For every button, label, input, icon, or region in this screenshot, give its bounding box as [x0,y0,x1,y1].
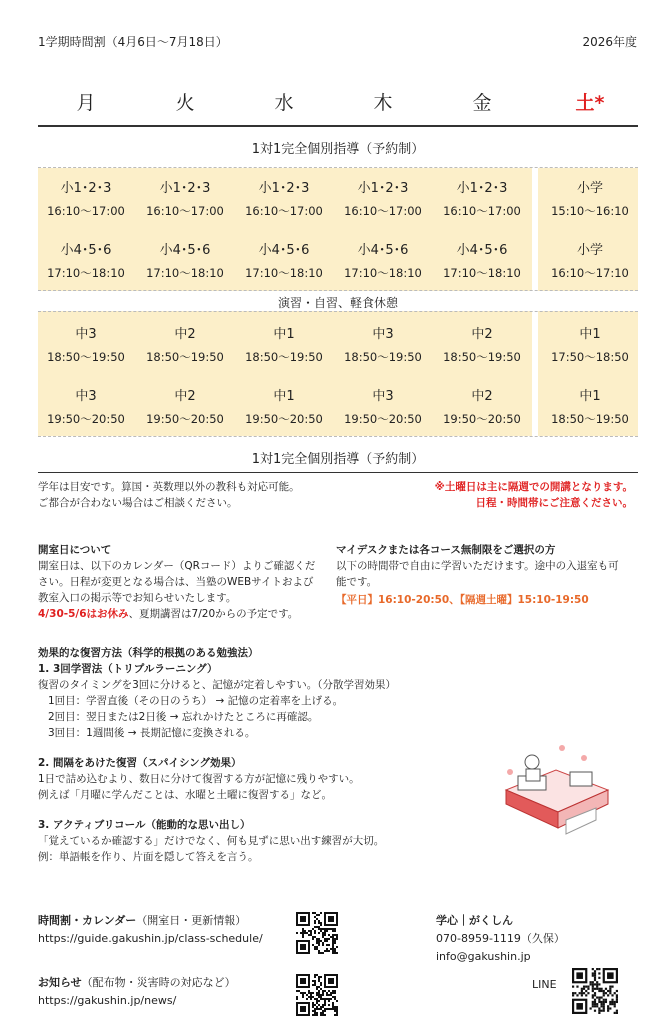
timetable-cell [38,326,134,365]
timetable-cell [137,388,233,427]
calendar-qr-code[interactable] [296,912,338,954]
mydesk-line2: 能です。 [336,576,378,588]
mydesk-line1: 以下の時間帯で自由に学習いただけます。途中の入退室も可 [336,560,619,572]
timetable-cell [236,180,332,219]
cell-time: 18:50〜19:50 [245,350,323,364]
study-s3-line2: 例：単語帳を作り、片面を隠して答えを言う。 [38,851,259,863]
cell-time: 19:50〜20:50 [443,412,521,426]
cell-grade: 小1･2･3 [60,181,112,196]
note-saturday [435,479,633,511]
day-header-row [38,88,638,116]
cell-time: 16:10〜17:00 [245,204,323,218]
timetable-cell [38,180,134,219]
dashed-line-top [38,167,638,168]
cell-time: 18:50〜19:50 [47,350,125,364]
timetable-cell [236,326,332,365]
section-top-title: 1対1完全個別指導（予約制） [251,142,425,157]
open-days-line3: 教室入口の掲示等でお知らせいたします。 [38,592,237,604]
calendar-block [38,912,263,948]
day-fri: 金 [472,92,492,114]
cell-time: 17:10〜18:10 [245,266,323,280]
day-tue: 火 [175,92,195,114]
cell-time: 19:50〜20:50 [47,412,125,426]
calendar-sub: （開室日・更新情報） [136,914,247,927]
section-bottom-rule [38,472,638,473]
cell-grade: 小1･2･3 [456,181,508,196]
study-s1-line4: 3回目：1週間後 → 長期記憶に変換される。 [48,727,256,739]
cell-time: 16:10〜17:00 [47,204,125,218]
timetable-cell [434,388,530,427]
summer-notice: 、夏期講習は7/20からの予定です。 [128,608,299,620]
cell-time: 15:10〜16:10 [551,204,629,218]
study-s2-line2: 例えば「月曜に学んだことは、水曜と土曜に復習する」など。 [38,789,332,801]
cell-time: 17:10〜18:10 [344,266,422,280]
study-title: 効果的な復習方法（科学的根拠のある勉強法） [38,647,259,659]
cell-grade: 中3 [75,389,97,404]
cell-grade: 中2 [471,327,493,342]
note-left [38,479,300,511]
timetable-cell [542,242,638,281]
cell-grade: 中2 [471,389,493,404]
timetable-cell [335,388,431,427]
cell-time: 18:50〜19:50 [551,412,629,426]
timetable-cell [236,388,332,427]
timetable-cell [137,326,233,365]
mydesk-block [336,542,636,608]
open-days-title: 開室日について [38,544,112,556]
cell-time: 17:10〜18:10 [47,266,125,280]
cell-grade: 中1 [579,389,601,404]
section-bottom-title: 1対1完全個別指導（予約制） [251,452,425,467]
cell-time: 16:10〜17:00 [146,204,224,218]
cell-grade: 小4･5･6 [60,243,112,258]
cell-time: 18:50〜19:50 [344,350,422,364]
org-name: 学心｜がくしん [436,914,513,927]
note-left-line1: 学年は目安です。算国・英数理以外の教科も対応可能。 [38,481,300,493]
cell-time: 17:10〜18:10 [146,266,224,280]
cell-time: 18:50〜19:50 [443,350,521,364]
line-label: LINE [532,978,557,991]
day-mon: 月 [76,92,96,114]
cell-grade: 小1･2･3 [357,181,409,196]
timetable-cell [38,388,134,427]
contact-block [436,912,565,966]
cell-grade: 小学 [576,243,603,258]
timetable-cell [38,242,134,281]
header-rule [38,125,638,127]
timetable-cell [335,180,431,219]
mydesk-title: マイデスクまたは各コース無制限をご選択の方 [336,544,556,556]
open-days-line1: 開室日は、以下のカレンダー（QRコード）よりご確認くだ [38,560,316,572]
phone-number[interactable]: 070-8959-1119（久保） [436,932,565,945]
open-days-block [38,542,330,622]
timetable-cell [542,326,638,365]
timetable-cell [335,326,431,365]
cell-grade: 中2 [174,389,196,404]
day-thu: 木 [373,92,393,114]
study-s1-title: 1. 3回学習法（トリプルラーニング） [38,663,218,675]
timetable-cell [542,388,638,427]
study-s2-title: 2. 間隔をあけた復習（スパイシング効果） [38,757,242,769]
break-label: 演習・自習、軽食休憩 [277,296,398,310]
cell-grade: 小4･5･6 [258,243,310,258]
timetable-cell [335,242,431,281]
cell-grade: 中3 [372,389,394,404]
cell-time: 19:50〜20:50 [146,412,224,426]
cell-time: 16:10〜17:10 [551,266,629,280]
cell-time: 18:50〜19:50 [146,350,224,364]
cell-grade: 中1 [579,327,601,342]
cell-grade: 小1･2･3 [159,181,211,196]
timetable-cell [137,242,233,281]
calendar-title: 時間割・カレンダー [38,914,137,927]
cell-grade: 小学 [576,181,603,196]
timetable-cell [236,242,332,281]
study-s1-line3: 2回目：翌日または2日後 → 忘れかけたところに再確認。 [48,711,319,723]
email-link[interactable]: info@gakushin.jp [436,950,531,963]
calendar-url-link[interactable]: https://guide.gakushin.jp/class-schedule/ [38,932,263,945]
news-url-link[interactable]: https://gakushin.jp/news/ [38,994,177,1007]
cell-time: 19:50〜20:50 [245,412,323,426]
news-sub: （配布物・災害時の対応など） [81,976,236,989]
cell-grade: 小4･5･6 [159,243,211,258]
timetable-cell [542,180,638,219]
study-s3-title: 3. アクティブリコール（能動的な思い出し） [38,819,251,831]
cell-grade: 中1 [273,389,295,404]
news-qr-code[interactable] [296,974,338,1016]
cell-grade: 中2 [174,327,196,342]
note-saturday-line1: ※土曜日は主に隔週での開講となります。 [434,481,633,493]
year-label: 2026年度 [582,35,637,49]
cell-grade: 小1･2･3 [258,181,310,196]
timetable-cell [137,180,233,219]
dashed-line-bottom [38,436,638,437]
cell-time: 17:10〜18:10 [443,266,521,280]
day-wed: 水 [274,92,294,114]
study-s3-line1: 「覚えているか確認する」だけでなく、何も見ずに思い出す練習が大切。 [38,835,385,847]
cell-time: 16:10〜17:00 [344,204,422,218]
timetable-cell [434,326,530,365]
timetable-cell [434,180,530,219]
study-s1-line2: 1回目：学習直後（その日のうち） → 記憶の定着率を上げる。 [48,695,344,707]
cell-grade: 中1 [273,327,295,342]
cell-grade: 中3 [75,327,97,342]
note-left-line2: ご都合が合わない場合はご相談ください。 [38,497,238,509]
term-title: 1学期時間割（4月6日〜7月18日） [38,35,228,49]
study-methods-block [38,645,478,865]
holiday-notice: 4/30-5/6はお休み [38,608,129,620]
note-saturday-line2: 日程・時間帯にご注意ください。 [475,497,633,509]
cell-grade: 中3 [372,327,394,342]
cell-grade: 小4･5･6 [456,243,508,258]
cell-time: 17:50〜18:50 [551,350,629,364]
mydesk-times: 【平日】16:10-20:50、【隔週土曜】15:10-19:50 [336,594,589,606]
study-s2-line1: 1日で詰め込むより、数日に分けて復習する方が記憶に残りやすい。 [38,773,360,785]
student-desk-illustration [496,742,616,842]
cell-time: 19:50〜20:50 [344,412,422,426]
open-days-line2: さい。日程が変更となる場合は、当塾のWEBサイトおよび [38,576,314,588]
dashed-line-mid2 [38,311,638,312]
news-title: お知らせ [38,976,82,989]
line-qr-code[interactable] [572,968,618,1014]
cell-grade: 小4･5･6 [357,243,409,258]
day-sat: 土* [575,92,605,114]
news-block [38,974,236,1010]
study-s1-line1: 復習のタイミングを3回に分けると、記憶が定着しやすい。（分散学習効果） [38,679,397,691]
timetable-cell [434,242,530,281]
cell-time: 16:10〜17:00 [443,204,521,218]
